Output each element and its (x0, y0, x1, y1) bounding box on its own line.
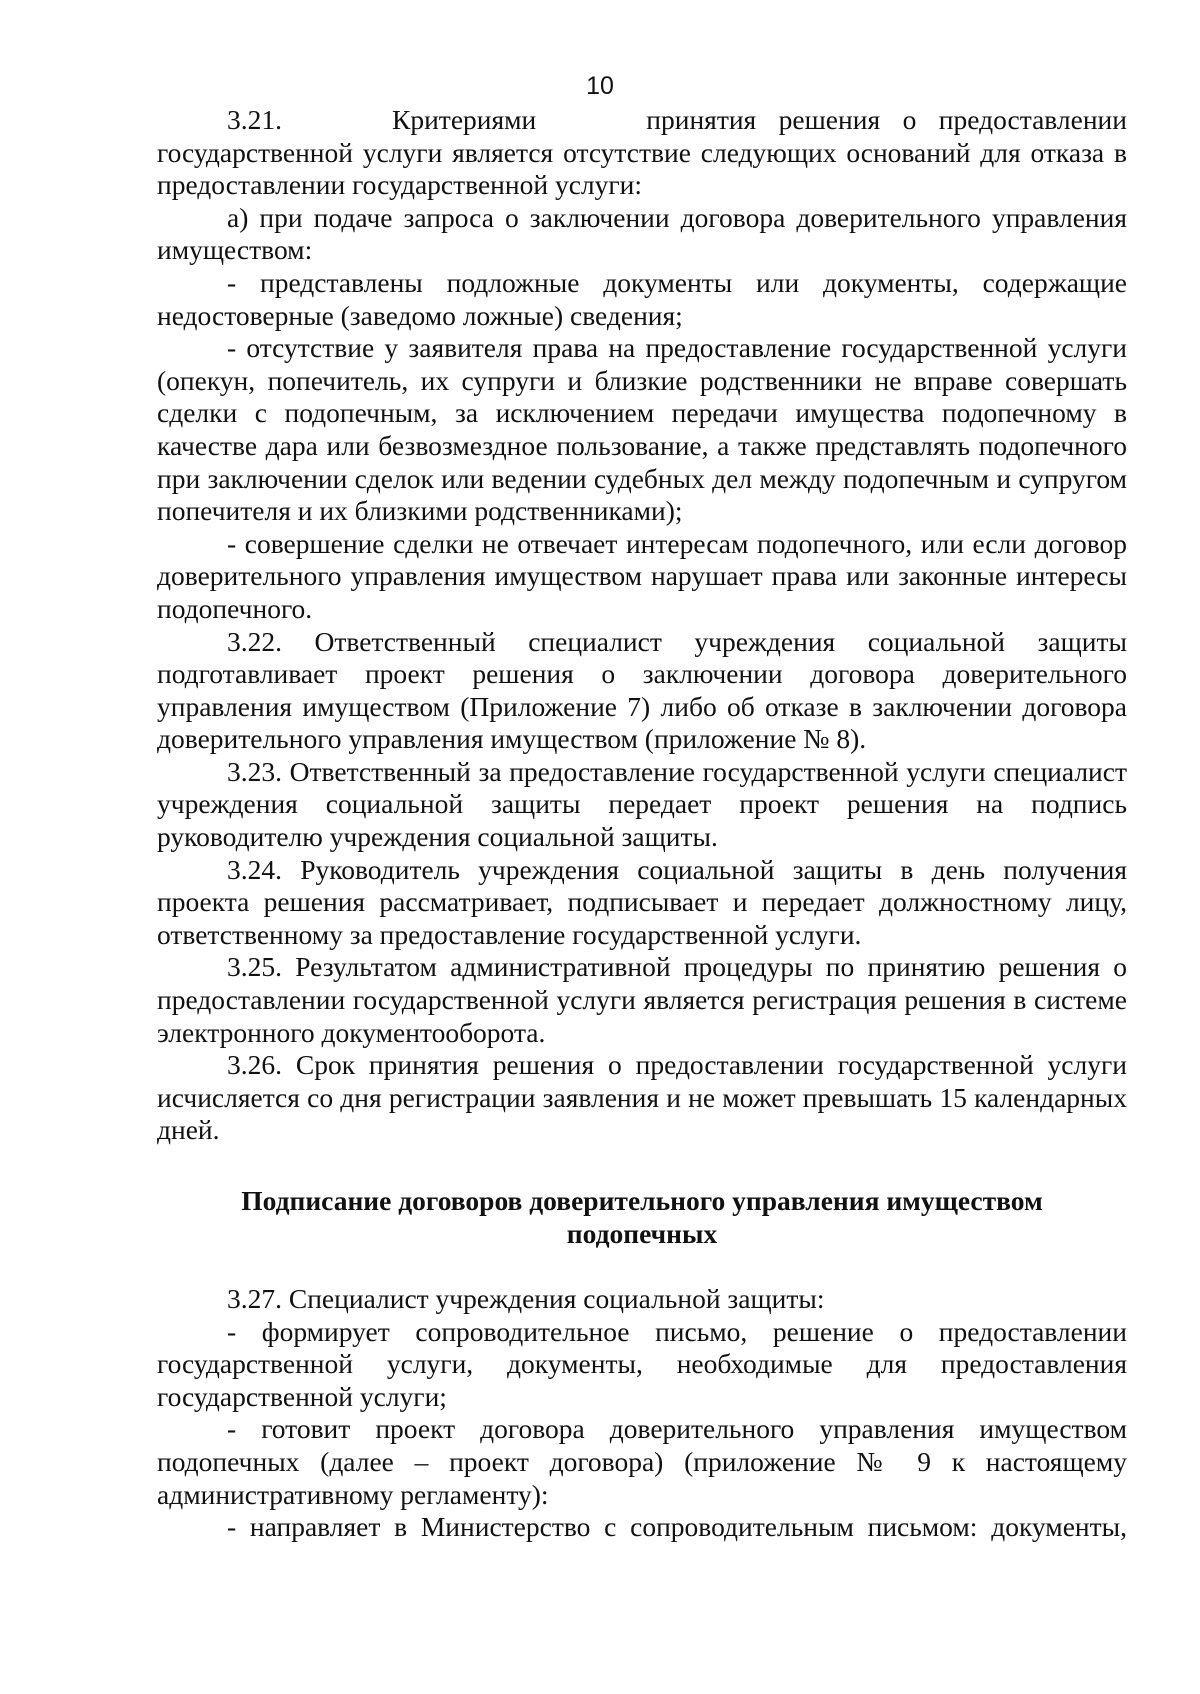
section-heading-line-2: подопечных (566, 1217, 718, 1249)
paragraph-3-24: 3.24. Руководитель учреждения социальной защиты в день получения проекта решения рассматривает, подписывает и передает должностному лицу, ответственному за предоставление государственной услуги. (157, 853, 1127, 950)
paragraph-bullet-draft-contract: - готовит проект договора доверительного управления имуществом подопечных (далее – проект договора) (приложение № 9 к настоящему административному регламенту): (157, 1413, 1127, 1510)
document-body (157, 104, 1127, 1147)
section-heading (157, 1185, 1127, 1250)
document-body-continued (157, 1283, 1127, 1544)
paragraph-bullet-no-right: - отсутствие у заявителя права на предоставление государственной услуги (опекун, попечитель, их супруги и близкие родственники не вправе совершать сделки с подопечным, за исключением передачи имущества подопечному в качестве дара или безвозмездное пользование, а также представлять подопечного при заключении сделок или ведении судебных дел между подопечным и супругом попечителя и их близкими родственниками); (157, 332, 1127, 527)
paragraph-3-23: 3.23. Ответственный за предоставление государственной услуги специалист учреждения социальной защиты передает проект решения на подпись руководителю учреждения социальной защиты. (157, 755, 1127, 853)
section-heading-line-1: Подписание договоров доверительного управления имуществом (241, 1185, 1043, 1216)
paragraph-bullet-cover-letter: - формирует сопроводительное письмо, решение о предоставлении государственной услуги, документы, необходимые для предоставления государственной услуги; (157, 1315, 1127, 1412)
paragraph-item-a: а) при подаче запроса о заключении договора доверительного управления имуществом: (157, 201, 1127, 266)
paragraph-bullet-interests: - совершение сделки не отвечает интересам подопечного, или если договор доверительного управления имуществом нарушает права или законные интересы подопечного. (157, 527, 1127, 624)
paragraph-bullet-forged-documents: - представлены подложные документы или документы, содержащие недостоверные (заведомо ложные) сведения; (157, 266, 1127, 331)
paragraph-bullet-sends-to-ministry: - направляет в Министерство с сопроводительным письмом: документы, (227, 1511, 1127, 1543)
paragraph-3-22: 3.22. Ответственный специалист учреждения социальной защиты подготавливает проект решения о заключении договора доверительного управления имуществом (Приложение 7) либо об отказе в заключении договора доверительного управления имуществом (приложение № 8). (157, 625, 1127, 755)
paragraph-3-21: 3.21. Критериями принятия решения о предоставлении государственной услуги является отсутствие следующих оснований для отказа в предоставлении государственной услуги: (157, 104, 1127, 201)
paragraph-3-26: 3.26. Срок принятия решения о предоставлении государственной услуги исчисляется со дня регистрации заявления и не может превышать 15 календарных дней. (157, 1049, 1127, 1146)
paragraph-3-27: 3.27. Специалист учреждения социальной защиты: (227, 1283, 825, 1314)
page-number: 10 (586, 72, 614, 100)
paragraph-3-25: 3.25. Результатом административной процедуры по принятию решения о предоставлении государственной услуги является регистрация решения в системе электронного документооборота. (157, 951, 1127, 1048)
